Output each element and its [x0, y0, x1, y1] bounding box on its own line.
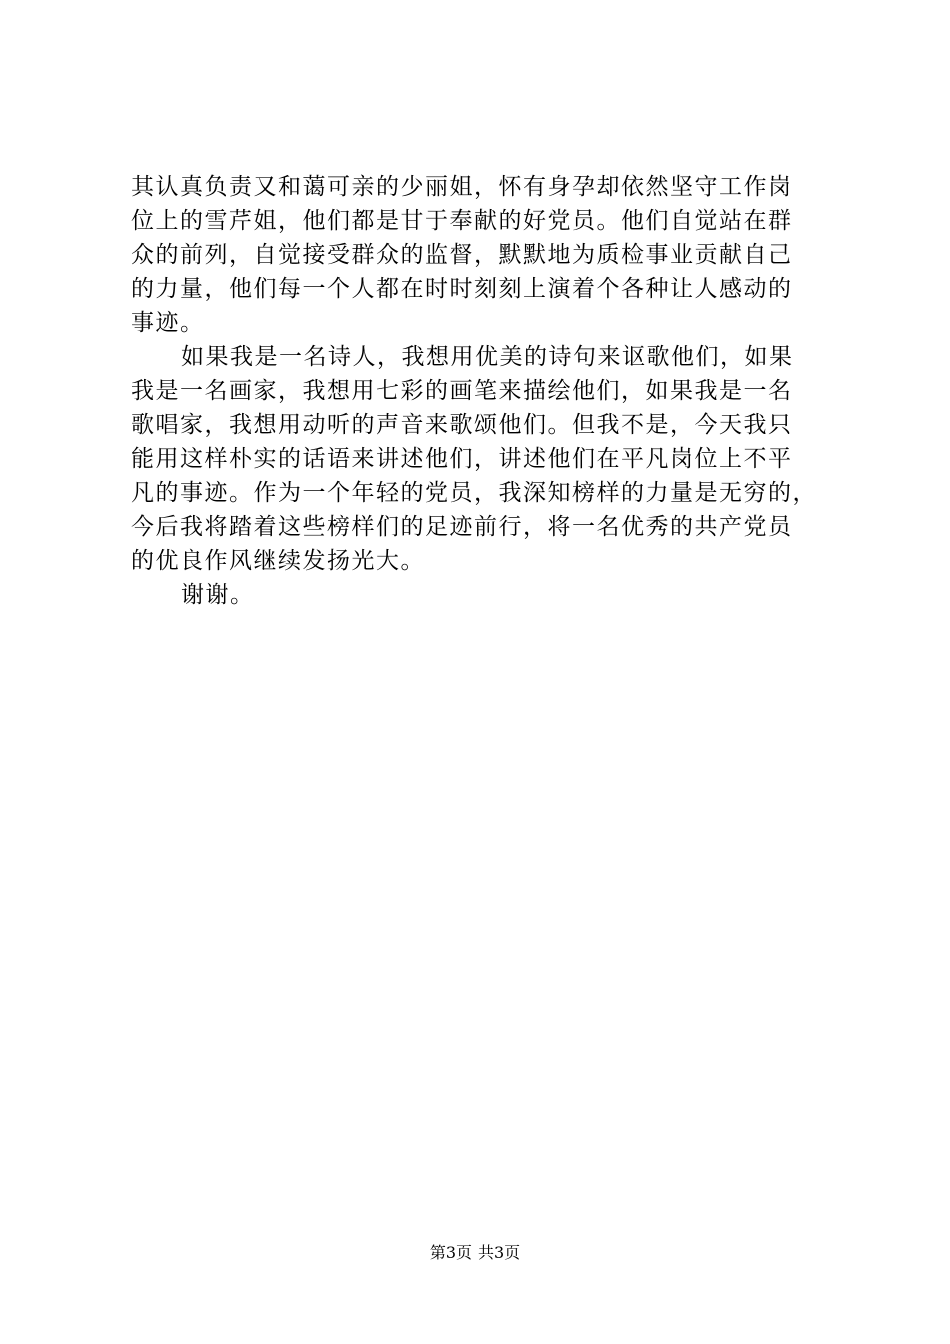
text-line: 其认真负责又和蔼可亲的少丽姐，怀有身孕却依然坚守工作岗: [131, 174, 793, 200]
text-line: 的优良作风继续发扬光大。: [131, 548, 425, 574]
paragraph-start-line: 如果我是一名诗人，我想用优美的诗句来讴歌他们，如果: [181, 344, 794, 370]
text-line: 歌唱家，我想用动听的声音来歌颂他们。但我不是，今天我只: [131, 412, 793, 438]
text-line: 我是一名画家，我想用七彩的画笔来描绘他们，如果我是一名: [131, 378, 793, 404]
text-line: 的力量，他们每一个人都在时时刻刻上演着个各种让人感动的: [131, 276, 793, 302]
text-line: 能用这样朴实的话语来讲述他们，讲述他们在平凡岗位上不平: [131, 446, 793, 472]
text-line: 凡的事迹。作为一个年轻的党员，我深知榜样的力量是无穷的，: [131, 480, 817, 506]
text-line: 位上的雪芹姐，他们都是甘于奉献的好党员。他们自觉站在群: [131, 208, 793, 234]
page-number: 第3页: [429, 1243, 472, 1262]
text-line: 事迹。: [131, 310, 205, 336]
document-body: [131, 170, 831, 612]
closing-line: 谢谢。: [181, 582, 255, 608]
page-total: 共3页: [478, 1243, 521, 1262]
text-line: 今后我将踏着这些榜样们的足迹前行，将一名优秀的共产党员: [131, 514, 793, 540]
text-line: 众的前列，自觉接受群众的监督，默默地为质检事业贡献自己: [131, 242, 793, 268]
page-footer: [0, 1242, 950, 1264]
